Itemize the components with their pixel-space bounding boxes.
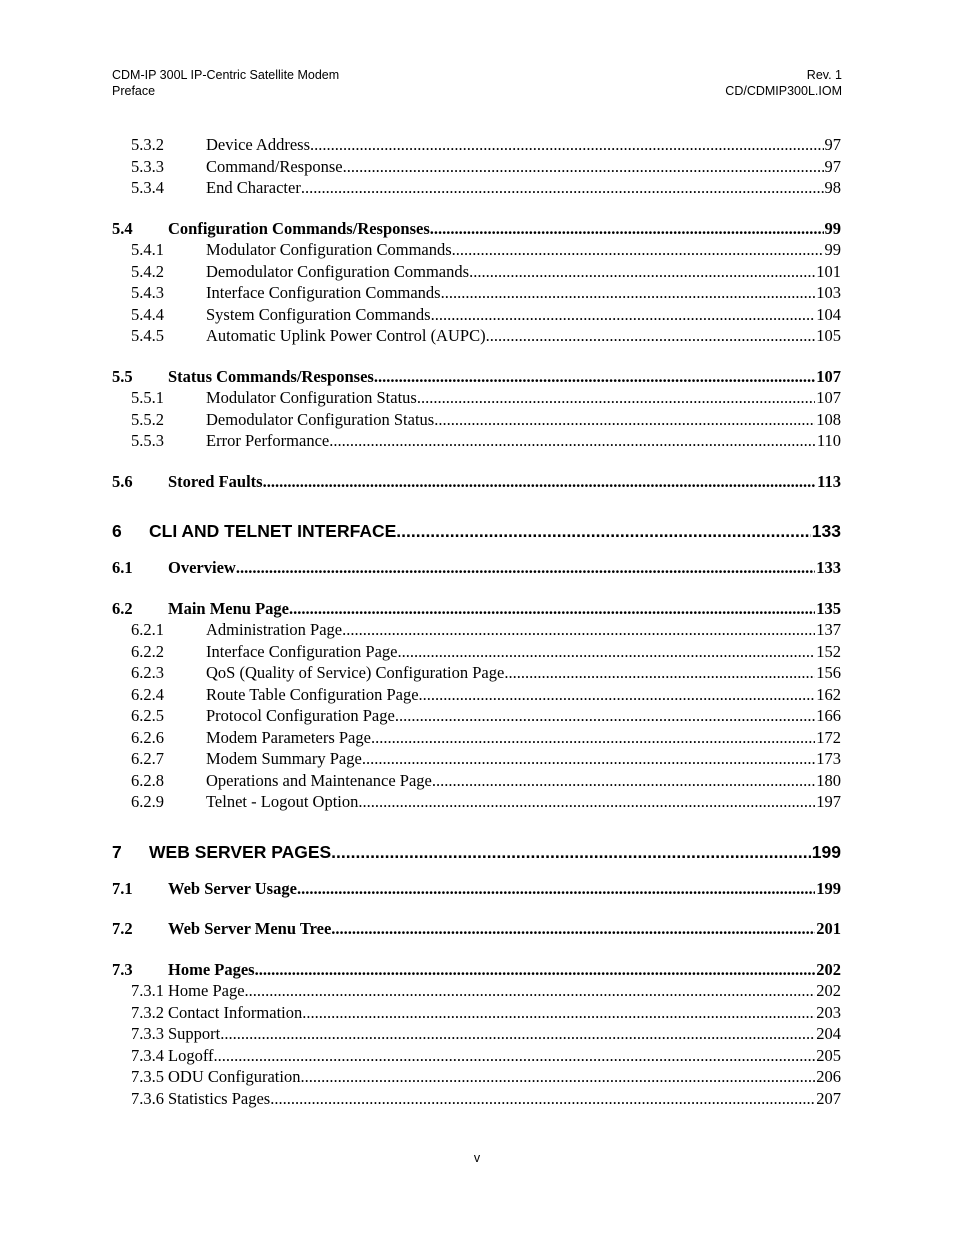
toc-entry-page: 133 — [816, 558, 841, 577]
toc-entry-title: CLI AND TELNET INTERFACE — [149, 521, 397, 541]
toc-entry-title: Configuration Commands/Responses — [168, 218, 430, 238]
toc-dot-leader — [469, 261, 815, 283]
toc-entry-number: 6.2.1 — [131, 620, 164, 639]
toc-spacer — [112, 543, 841, 557]
toc-entry-sub[interactable] — [112, 727, 841, 749]
toc-entry-title: Command/Response — [206, 156, 343, 176]
toc-entry-sec[interactable] — [112, 878, 841, 900]
toc-entry-title: Web Server Menu Tree — [168, 919, 332, 938]
toc-entry-sub3[interactable] — [112, 1023, 841, 1045]
toc-entry-sub[interactable] — [112, 619, 841, 641]
toc-entry-page: 197 — [816, 792, 841, 811]
toc-entry-number: 5.4 — [112, 218, 133, 238]
toc-spacer — [112, 940, 841, 959]
toc-entry-title: Statistics Pages — [168, 1088, 271, 1108]
toc-entry-title: Telnet - Logout Option — [206, 792, 359, 811]
toc-entry-title: Overview — [168, 558, 236, 577]
toc-dot-leader — [417, 387, 815, 409]
toc-entry-page: 97 — [824, 156, 841, 176]
toc-entry-page: 152 — [816, 641, 841, 661]
toc-dot-leader — [331, 840, 811, 864]
toc-entry-number: 5.5.2 — [131, 409, 164, 429]
toc-entry-title: Administration Page — [206, 620, 343, 639]
toc-entry-sub3[interactable] — [112, 1066, 841, 1088]
toc-entry-chap[interactable] — [112, 840, 841, 864]
toc-entry-sub[interactable] — [112, 282, 841, 304]
toc-entry-title: WEB SERVER PAGES — [149, 841, 332, 862]
toc-entry-page: 108 — [816, 409, 841, 429]
toc-entry-title: End Character — [206, 178, 301, 197]
toc-entry-title: Home Page — [168, 981, 245, 1000]
toc-entry-page: 203 — [816, 1002, 841, 1022]
toc-entry-page: 103 — [816, 283, 841, 302]
toc-spacer — [112, 492, 841, 519]
toc-entry-page: 162 — [816, 684, 841, 704]
toc-entry-page: 205 — [816, 1045, 841, 1065]
toc-entry-sub[interactable] — [112, 684, 841, 706]
toc-entry-page: 135 — [816, 598, 841, 618]
toc-entry-number: 5.4.2 — [131, 261, 164, 281]
toc-entry-title: Error Performance — [206, 431, 330, 450]
toc-entry-page: 137 — [816, 620, 841, 639]
toc-entry-page: 207 — [816, 1088, 841, 1108]
toc-entry-sec[interactable] — [112, 598, 841, 620]
toc-entry-number: 7.2 — [112, 919, 133, 938]
toc-dot-leader — [362, 748, 815, 770]
toc-entry-number: 6.2.2 — [131, 641, 164, 661]
toc-dot-leader — [396, 519, 811, 543]
toc-spacer — [112, 899, 841, 918]
toc-entry-sec[interactable] — [112, 959, 841, 981]
toc-dot-leader — [441, 282, 816, 304]
toc-entry-title: Contact Information — [168, 1002, 303, 1022]
toc-entry-page: 173 — [816, 749, 841, 768]
toc-dot-leader — [297, 878, 815, 900]
toc-entry-number: 5.4.1 — [131, 240, 164, 259]
toc-spacer — [112, 199, 841, 218]
header-right — [725, 67, 842, 99]
toc-entry-number: 5.5.3 — [131, 431, 164, 450]
toc-entry-sub[interactable] — [112, 261, 841, 283]
toc-entry-title: ODU Configuration — [168, 1067, 301, 1086]
toc-dot-leader — [395, 705, 815, 727]
toc-entry-page: 202 — [816, 981, 841, 1000]
toc-entry-number: 5.5 — [112, 366, 133, 386]
toc-entry-sub[interactable] — [112, 325, 841, 347]
toc-entry-title: Modulator Configuration Commands — [206, 240, 452, 259]
toc-dot-leader — [504, 662, 815, 684]
toc-entry-number: 5.4.4 — [131, 304, 164, 324]
toc-entry-sub[interactable] — [112, 641, 841, 663]
toc-entry-title: Main Menu Page — [168, 598, 289, 618]
toc-entry-sec[interactable] — [112, 557, 841, 579]
toc-entry-page: 201 — [816, 919, 841, 938]
toc-entry-page: 99 — [824, 240, 841, 259]
toc-entry-number: 5.6 — [112, 471, 133, 491]
toc-entry-sub[interactable] — [112, 770, 841, 792]
toc-entry-page: 113 — [817, 471, 841, 491]
toc-entry-number: 6.2.9 — [131, 792, 164, 811]
toc-entry-sub[interactable] — [112, 134, 841, 156]
toc-entry-sub[interactable] — [112, 430, 841, 452]
toc-entry-title: Modulator Configuration Status — [206, 388, 417, 407]
toc-entry-title: Modem Summary Page — [206, 749, 362, 768]
toc-entry-number: 5.4.3 — [131, 283, 164, 302]
toc-entry-title: Operations and Maintenance Page — [206, 770, 432, 790]
toc-entry-page: 98 — [824, 178, 841, 197]
toc-entry-page: 199 — [816, 878, 841, 898]
toc-entry-sub[interactable] — [112, 705, 841, 727]
page-number: v — [473, 1151, 481, 1165]
toc-dot-leader — [432, 770, 815, 792]
toc-dot-leader — [310, 134, 823, 156]
toc-entry-page: 204 — [816, 1024, 841, 1043]
toc-entry-number: 6.2.7 — [131, 749, 164, 768]
toc-entry-number: 7.3.1 — [131, 981, 164, 1000]
toc-entry-page: 206 — [816, 1067, 841, 1086]
toc-dot-leader — [452, 239, 824, 261]
toc-spacer — [112, 864, 841, 878]
toc-entry-number: 6.2.5 — [131, 706, 164, 725]
toc-entry-page: 104 — [816, 304, 841, 324]
toc-dot-leader — [236, 557, 815, 579]
toc-entry-number: 7.3.5 — [131, 1067, 164, 1086]
toc-dot-leader — [329, 430, 816, 452]
toc-spacer — [112, 579, 841, 598]
toc-dot-leader — [300, 1066, 815, 1088]
toc-dot-leader — [371, 727, 815, 749]
toc-entry-number: 6.2.8 — [131, 770, 164, 790]
toc-entry-number: 7.3.4 — [131, 1045, 164, 1065]
table-of-contents — [112, 134, 841, 1109]
toc-entry-title: Status Commands/Responses — [168, 366, 374, 386]
toc-entry-number: 7.3.2 — [131, 1002, 164, 1022]
toc-entry-title: Home Pages — [168, 959, 255, 979]
toc-entry-number: 7 — [112, 841, 122, 862]
toc-dot-leader — [302, 1002, 815, 1024]
toc-spacer — [112, 347, 841, 366]
toc-entry-sub[interactable] — [112, 791, 841, 813]
toc-entry-title: Interface Configuration Page — [206, 641, 398, 661]
toc-dot-leader — [245, 980, 816, 1002]
toc-entry-sub3[interactable] — [112, 1088, 841, 1110]
toc-entry-title: Logoff — [168, 1045, 214, 1065]
toc-entry-page: 156 — [816, 663, 841, 682]
toc-entry-number: 7.3 — [112, 959, 133, 979]
toc-entry-title: System Configuration Commands — [206, 304, 431, 324]
toc-entry-page: 97 — [824, 135, 841, 154]
toc-spacer — [112, 452, 841, 471]
toc-entry-title: Web Server Usage — [168, 878, 297, 898]
toc-entry-number: 5.5.1 — [131, 388, 164, 407]
toc-entry-page: 107 — [816, 388, 841, 407]
toc-entry-page: 199 — [811, 841, 841, 862]
toc-entry-sub3[interactable] — [112, 1002, 841, 1024]
toc-entry-number: 7.1 — [112, 878, 133, 898]
toc-dot-leader — [343, 156, 824, 178]
toc-entry-sec[interactable] — [112, 471, 841, 493]
toc-entry-page: 110 — [816, 431, 841, 450]
toc-dot-leader — [214, 1045, 816, 1067]
toc-entry-page: 180 — [816, 770, 841, 790]
toc-entry-title: QoS (Quality of Service) Configuration Page — [206, 663, 505, 682]
header-revision: Rev. 1 — [806, 68, 842, 82]
toc-entry-sub[interactable] — [112, 177, 841, 199]
toc-dot-leader — [255, 959, 816, 981]
toc-entry-number: 5.3.3 — [131, 156, 164, 176]
toc-entry-page: 133 — [811, 521, 841, 541]
toc-dot-leader — [331, 918, 815, 940]
toc-entry-sec[interactable] — [112, 918, 841, 940]
toc-entry-title: Modem Parameters Page — [206, 727, 371, 747]
toc-dot-leader — [374, 366, 815, 388]
toc-dot-leader — [301, 177, 824, 199]
toc-entry-title: Device Address — [206, 135, 311, 154]
toc-entry-title: Interface Configuration Commands — [206, 283, 441, 302]
toc-dot-leader — [358, 791, 815, 813]
toc-entry-title: Demodulator Configuration Status — [206, 409, 435, 429]
toc-entry-sub[interactable] — [112, 662, 841, 684]
toc-entry-number: 6.1 — [112, 558, 133, 577]
toc-entry-chap[interactable] — [112, 519, 841, 543]
toc-entry-title: Route Table Configuration Page — [206, 684, 419, 704]
toc-dot-leader — [486, 325, 816, 347]
toc-dot-leader — [430, 218, 824, 240]
header-document-code: CD/CDMIP300L.IOM — [725, 84, 842, 98]
toc-entry-page: 101 — [816, 261, 841, 281]
toc-entry-title: Demodulator Configuration Commands — [206, 261, 470, 281]
toc-dot-leader — [270, 1088, 815, 1110]
toc-dot-leader — [419, 684, 816, 706]
toc-entry-number: 7.3.6 — [131, 1088, 164, 1108]
header-left — [112, 67, 339, 99]
toc-entry-number: 6.2.6 — [131, 727, 164, 747]
toc-entry-title: Automatic Uplink Power Control (AUPC) — [206, 326, 486, 345]
header-document-title: CDM-IP 300L IP-Centric Satellite Modem — [112, 68, 340, 82]
toc-dot-leader — [431, 304, 816, 326]
toc-spacer — [112, 813, 841, 840]
toc-entry-page: 99 — [824, 218, 841, 238]
toc-entry-number: 6 — [112, 521, 122, 541]
toc-entry-page: 172 — [816, 727, 841, 747]
toc-entry-number: 7.3.3 — [131, 1024, 164, 1043]
toc-entry-number: 6.2.4 — [131, 684, 164, 704]
toc-entry-number: 5.4.5 — [131, 326, 164, 345]
toc-entry-sec[interactable] — [112, 366, 841, 388]
toc-entry-sub[interactable] — [112, 748, 841, 770]
toc-dot-leader — [220, 1023, 815, 1045]
toc-entry-title: Protocol Configuration Page — [206, 706, 395, 725]
toc-dot-leader — [434, 409, 815, 431]
header-section: Preface — [112, 84, 156, 98]
toc-dot-leader — [289, 598, 815, 620]
toc-entry-title: Support — [168, 1024, 221, 1043]
toc-entry-sub[interactable] — [112, 304, 841, 326]
toc-entry-page: 166 — [816, 706, 841, 725]
toc-entry-page: 202 — [816, 959, 841, 979]
toc-dot-leader — [263, 471, 817, 493]
toc-entry-sub[interactable] — [112, 239, 841, 261]
toc-entry-page: 107 — [816, 366, 841, 386]
toc-dot-leader — [342, 619, 815, 641]
toc-entry-sub[interactable] — [112, 409, 841, 431]
toc-entry-number: 6.2 — [112, 598, 133, 618]
toc-entry-sub[interactable] — [112, 387, 841, 409]
toc-entry-sub3[interactable] — [112, 1045, 841, 1067]
toc-entry-sub3[interactable] — [112, 980, 841, 1002]
toc-entry-title: Stored Faults — [168, 471, 263, 491]
toc-entry-sub[interactable] — [112, 156, 841, 178]
toc-entry-number: 5.3.4 — [131, 178, 164, 197]
toc-dot-leader — [398, 641, 816, 663]
toc-entry-number: 6.2.3 — [131, 663, 164, 682]
toc-entry-number: 5.3.2 — [131, 135, 164, 154]
toc-entry-page: 105 — [816, 326, 841, 345]
toc-entry-sec[interactable] — [112, 218, 841, 240]
